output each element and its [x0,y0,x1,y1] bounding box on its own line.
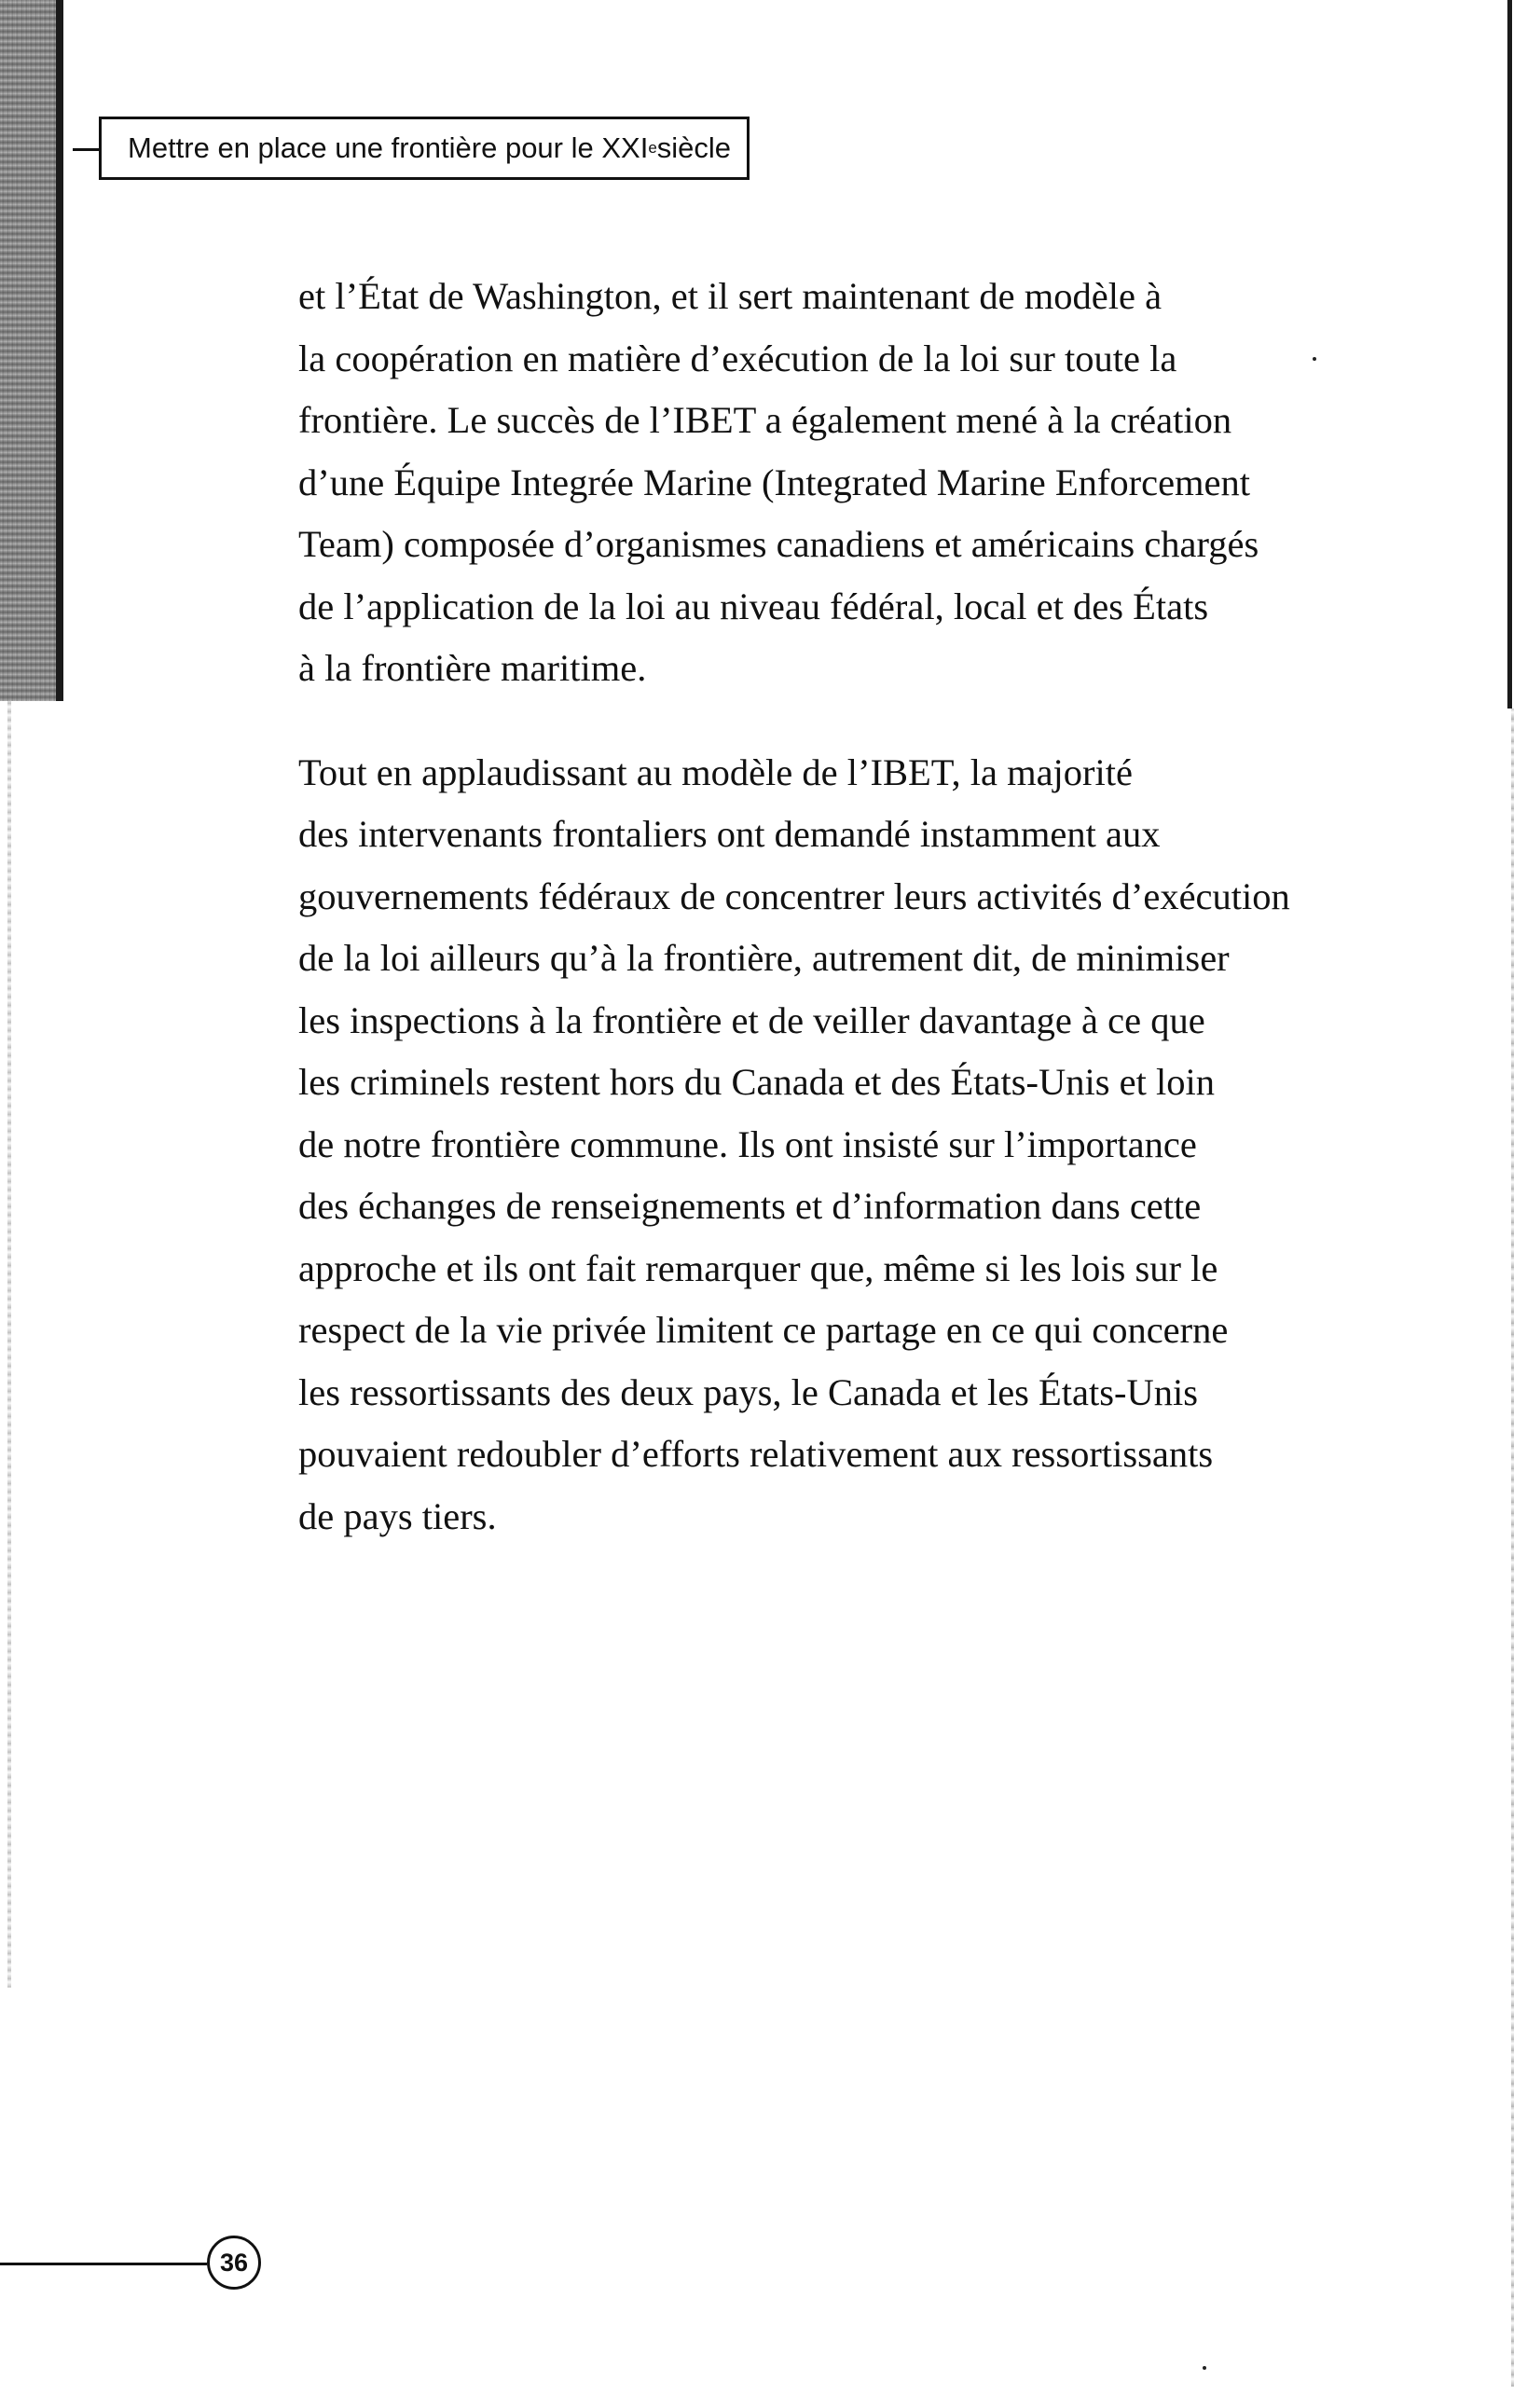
text-line: pouvaient redoubler d’efforts relativement aux ressortissants [298,1433,1214,1475]
text-line: de pays tiers. [298,1494,497,1537]
text-line: les ressortissants des deux pays, le Canada et les États-Unis [298,1370,1199,1413]
page-number: 36 [207,2236,261,2290]
scan-speck [1203,2366,1206,2370]
scan-edge-right-faint [1511,709,1514,2387]
text-line: de l’application de la loi au niveau fédéral, local et des États [298,585,1209,627]
text-line: gouvernements fédéraux de concentrer leurs activités d’exécution [298,874,1290,917]
text-line: respect de la vie privée limitent ce partage en ce qui concerne [298,1309,1229,1351]
folio-rule [0,2263,207,2265]
text-line: des échanges de renseignements et d’information dans cette [298,1185,1202,1227]
text-line: les inspections à la frontière et de veiller davantage à ce que [298,998,1205,1041]
scan-edge-left [0,0,63,701]
running-header-tick [73,148,99,151]
running-header-superscript: e [648,139,657,157]
text-line: les criminels restent hors du Canada et des États-Unis et loin [298,1061,1216,1103]
body-text [298,266,1389,1548]
text-line: de la loi ailleurs qu’à la frontière, autrement dit, de minimiser [298,937,1230,979]
paragraph-2 [298,742,1389,1548]
running-header-text: Mettre en place une frontière pour le XXI [128,131,649,164]
text-line: à la frontière maritime. [298,647,647,689]
scan-speck [1313,357,1316,361]
text-line: et l’État de Washington, et il sert maintenant de modèle à [298,275,1162,317]
text-line: Tout en applaudissant au modèle de l’IBET, la majorité [298,750,1134,793]
text-line: Team) composée d’organismes canadiens et américains chargés [298,523,1259,565]
scan-edge-right [1507,0,1512,709]
text-line: la coopération en matière d’exécution de la loi sur toute la [298,337,1177,379]
text-line: frontière. Le succès de l’IBET a également mené à la création [298,399,1232,441]
text-line: de notre frontière commune. Ils ont insisté sur l’importance [298,1122,1197,1165]
scan-edge-left-faint [7,701,11,1988]
running-header-suffix: siècle [656,131,732,164]
running-header [99,117,750,180]
text-line: approche et ils ont fait remarquer que, même si les lois sur le [298,1246,1218,1289]
text-line: d’une Équipe Integrée Marine (Integrated Marine Enforcement [298,461,1251,503]
paragraph-1 [298,266,1389,700]
text-line: des intervenants frontaliers ont demandé instamment aux [298,813,1161,855]
